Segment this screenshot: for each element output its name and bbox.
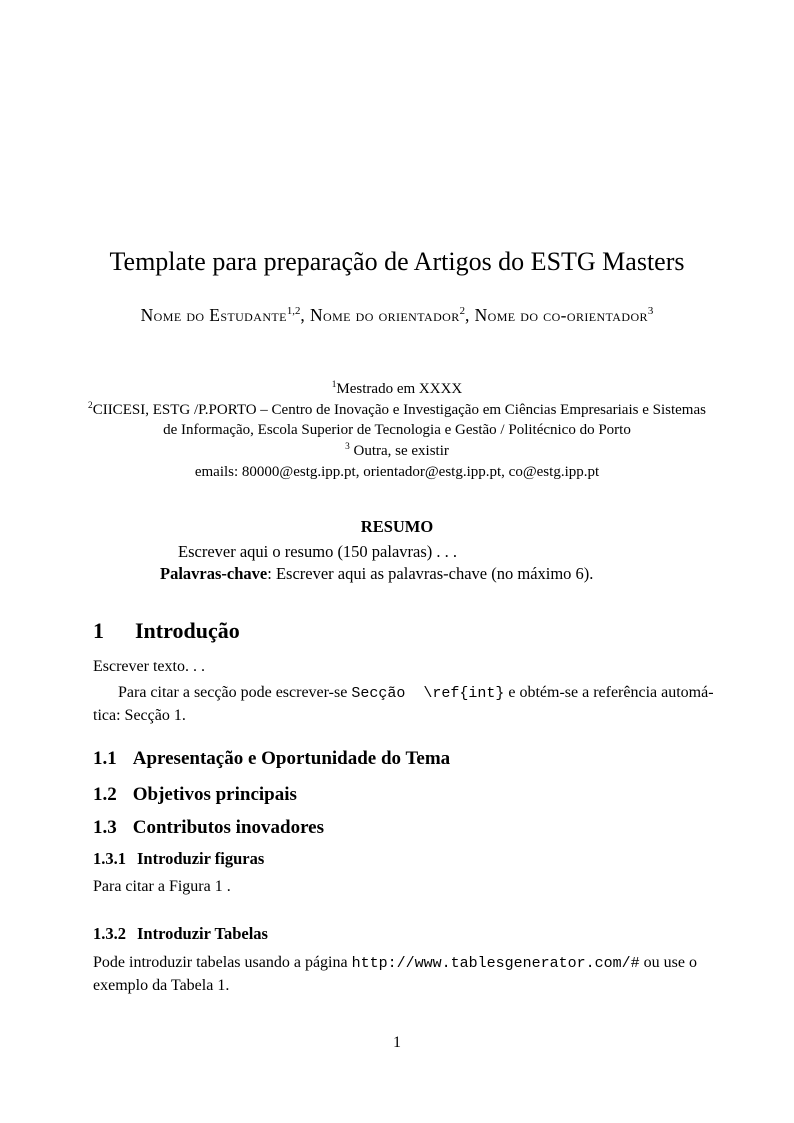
author-2-affil-sup: 2 <box>459 305 466 318</box>
tables-paragraph <box>93 952 713 997</box>
author-separator: , <box>300 305 310 325</box>
affiliation-text: CIICESI, ESTG /P.PORTO – Centro de Inovação e Investigação em Ciências Empresariais e Sistemas de Informação, Escola Superior de Tecnologia e Gestão / Politécnico do Porto <box>92 401 706 439</box>
subsection-number: 1.1 <box>93 748 117 769</box>
subsubsection-heading-tabelas <box>93 924 268 944</box>
subsection-title: Objetivos principais <box>132 784 297 805</box>
affiliation-text: Outra, se existir <box>349 443 449 460</box>
intro-paragraph-2-line-1 <box>93 684 714 701</box>
paragraph-text: ou use o <box>639 954 697 971</box>
affiliation-sup: 3 <box>345 442 350 453</box>
paragraph-text: Pode introduzir tabelas usando a página <box>93 954 352 971</box>
author-2: Nome do orientador <box>309 305 460 325</box>
author-1-affil-sup: 1,2 <box>286 305 301 318</box>
figure-citation-paragraph: Para citar a Figura 1 . <box>93 878 231 895</box>
abstract-heading: RESUMO <box>360 517 434 536</box>
keywords-line <box>160 563 638 585</box>
affiliations-block <box>80 379 714 483</box>
affiliation-item <box>80 441 714 462</box>
tables-paragraph-line-1 <box>93 954 697 971</box>
section-heading-introducao <box>93 618 240 644</box>
subsection-title: Contributos inovadores <box>132 817 325 838</box>
subsubsection-heading-figuras <box>93 849 264 869</box>
paragraph-text: e obtém-se a referência automá- <box>504 684 714 701</box>
affiliation-emails <box>80 462 714 483</box>
affiliation-sup: 1 <box>331 380 337 390</box>
author-3: Nome do co-orientador <box>474 305 648 325</box>
page-number: 1 <box>393 1034 401 1051</box>
latex-code-snippet: Secção \ref{int} <box>351 685 505 702</box>
abstract-block <box>160 541 638 585</box>
author-line <box>137 302 657 329</box>
url-text: http://www.tablesgenerator.com/# <box>351 955 640 972</box>
affiliation-item <box>80 400 714 441</box>
subsubsection-number: 1.3.1 <box>93 849 126 868</box>
author-1: Nome do Estudante <box>140 305 287 325</box>
intro-paragraph-2-line-2: tica: Secção 1. <box>93 707 186 724</box>
abstract-text: Escrever aqui o resumo (150 palavras) . . . <box>178 542 458 561</box>
subsubsection-number: 1.3.2 <box>93 924 126 943</box>
subsection-number: 1.2 <box>93 784 117 805</box>
subsection-title: Apresentação e Oportunidade do Tema <box>132 748 451 769</box>
affiliation-sup: 2 <box>88 400 93 411</box>
affiliation-item <box>80 379 714 400</box>
paragraph-text: Para citar a secção pode escrever-se <box>118 684 352 701</box>
subsection-heading-objetivos <box>93 784 297 806</box>
author-3-affil-sup: 3 <box>647 305 654 318</box>
affiliation-text: Mestrado em XXXX <box>336 381 463 397</box>
affiliation-text: emails: 80000@estg.ipp.pt, orientador@estg.ipp.pt, co@estg.ipp.pt <box>194 463 600 480</box>
intro-paragraph-2 <box>93 682 713 727</box>
tables-paragraph-line-2: exemplo da Tabela 1. <box>93 977 230 994</box>
section-title: Introdução <box>135 618 240 643</box>
keywords-text: : Escrever aqui as palavras-chave (no máximo 6). <box>267 564 594 583</box>
paper-title: Template para preparação de Artigos do ESTG Masters <box>109 247 685 276</box>
subsection-heading-contributos <box>93 817 324 839</box>
subsubsection-title: Introduzir Tabelas <box>137 924 268 943</box>
author-separator: , <box>465 305 475 325</box>
subsubsection-title: Introduzir figuras <box>137 849 265 868</box>
intro-paragraph-1: Escrever texto. . . <box>93 658 205 675</box>
section-number: 1 <box>93 618 104 643</box>
subsection-number: 1.3 <box>93 817 117 838</box>
subsection-heading-apresentacao <box>93 748 450 770</box>
keywords-label: Palavras-chave <box>160 564 268 583</box>
